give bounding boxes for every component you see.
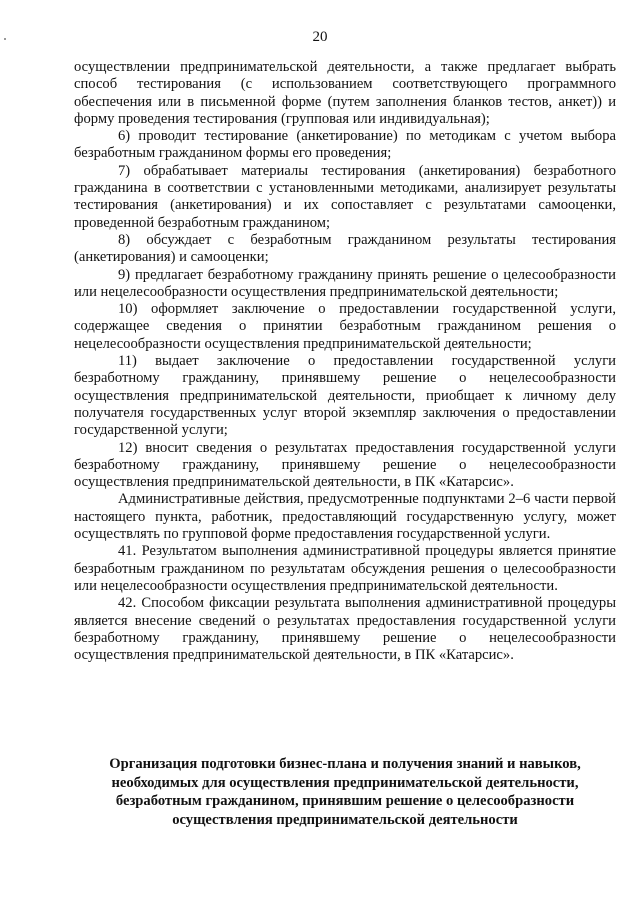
clause-42: 42. Способом фиксации результата выполнения административной процедуры является внесение сведений о результатах предоставления государственной услуги безработному гражданину, принявшему решение о нецелесообразности осуществления предпринимательской деятельности, в ПК «Катарсис». <box>74 595 616 664</box>
list-item-10: 10) оформляет заключение о предоставлении государственной услуги, содержащее сведения о принятии безработным гражданином решения о нецелесообразности осуществления предпринимательской деятельности; <box>74 301 616 352</box>
list-item-6: 6) проводит тестирование (анкетирование) по методикам с учетом выбора безработным гражданином формы его проведения; <box>74 128 616 162</box>
list-item-8: 8) обсуждает с безработным гражданином результаты тестирования (анкетирования) и самооценки; <box>74 231 616 266</box>
paragraph-continuation: осуществлении предпринимательской деятельности, а также предлагает выбрать способ тестирования (с использованием соответствующего программного обеспечения или в письменной форме (путем заполнения бланков тестов, анкет)) и форму проведения тестирования (групповая или индивидуальная); <box>74 59 616 127</box>
list-item-7: 7) обрабатывает материалы тестирования (анкетирования) безработного гражданина в соответствии с установленными методиками, анализирует результаты тестирования (анкетирования) и их сопоставляет с результатами самооценки, проведенной безработным гражданином; <box>74 162 616 231</box>
list-item-9: 9) предлагает безработному гражданину принять решение о целесообразности или нецелесообразности осуществления предпринимательской деятельности; <box>74 266 616 300</box>
document-body <box>74 59 616 664</box>
list-item-11: 11) выдает заключение о предоставлении государственной услуги безработному гражданину, принявшему решение о нецелесообразности осуществления предпринимательской деятельности, приобщает к личному делу получателя государственных услуг второй экземпляр заключения о предоставлении государственной услуги; <box>74 353 616 439</box>
section-heading: Организация подготовки бизнес-плана и получения знаний и навыков, необходимых для осуществления предпринимательской деятельности, безработным гражданином, принявшим решение о целесообразности осуществления предпринимательской деятельности <box>109 756 581 828</box>
list-item-12: 12) вносит сведения о результатах предоставления государственной услуги безработному гражданину, принявшему решение о нецелесообразности осуществления предпринимательской деятельности, в ПК «Катарсис». <box>74 439 616 491</box>
page-number: 20 <box>312 29 328 45</box>
clause-41: 41. Результатом выполнения административной процедуры является принятие безработным гражданином по результатам обсуждения решения о целесообразности или нецелесообразности осуществления предпринимательской деятельности. <box>74 543 616 594</box>
paragraph-admin-actions: Административные действия, предусмотренные подпунктами 2–6 части первой настоящего пункта, работник, предоставляющий государственную услугу, может осуществлять по групповой форме предоставления государственной услуги. <box>74 491 616 543</box>
